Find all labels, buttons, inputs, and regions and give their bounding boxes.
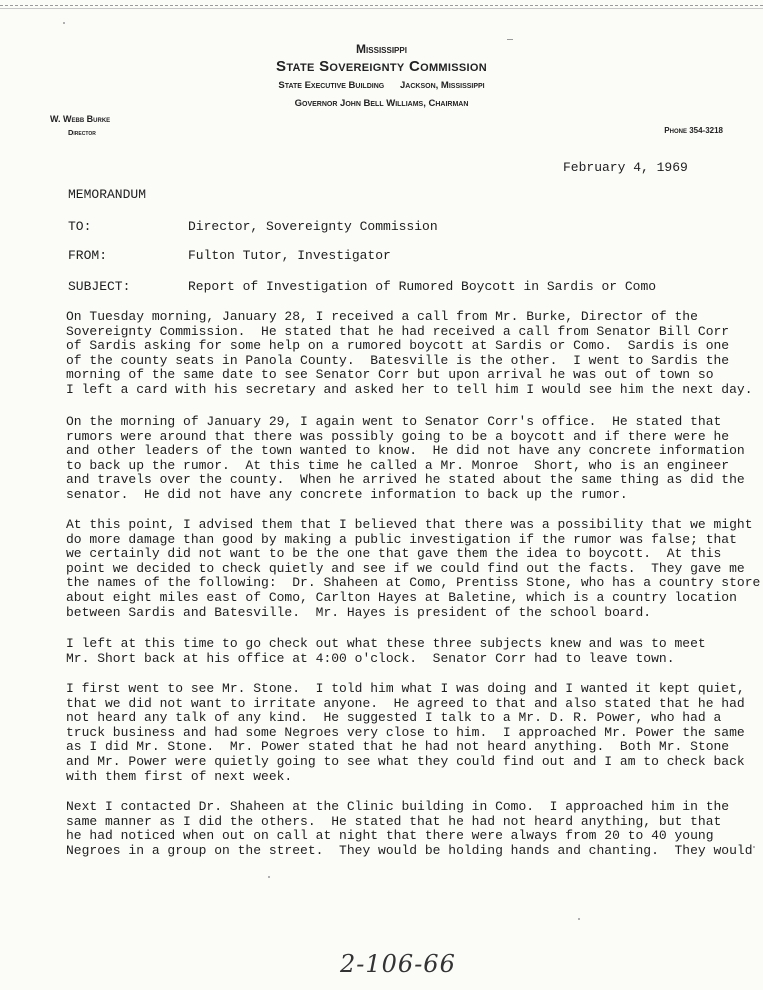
paragraph-line: Mr. Short back at his office at 4:00 o'clock. Senator Corr had to leave town. xyxy=(66,650,675,666)
paragraph-line: I first went to see Mr. Stone. I told him what I was doing and I wanted it kept quiet, xyxy=(66,681,745,696)
paragraph-line: he had noticed when out on call at night that there were always from 20 to 40 young xyxy=(66,828,714,844)
from-label: FROM: xyxy=(68,248,108,263)
paragraph-line: of the county seats in Panola County. Batesville is the other. I went to Sardis the xyxy=(66,352,730,368)
paragraph xyxy=(66,799,753,858)
paragraph-line: Next I contacted Dr. Shaheen at the Clinic building in Como. I approached him in the xyxy=(66,799,730,814)
subject-value: Report of Investigation of Rumored Boycott in Sardis or Como xyxy=(188,279,657,294)
paragraph xyxy=(66,637,746,666)
handwritten-file-number: 2-106-66 xyxy=(340,950,456,978)
paragraph-line: not heard any talk of any kind. He suggested I talk to a Mr. D. R. Power, who had a xyxy=(66,710,722,726)
paper-speck xyxy=(507,39,513,40)
paragraph-line: and travels over the county. When he arrived he stated about the same thing as did the xyxy=(66,472,745,488)
memo-heading: MEMORANDUM xyxy=(68,187,147,202)
subject-label: SUBJECT: xyxy=(68,279,131,294)
paragraph-line: point we decided to check quietly and see if we could find out the facts. They gave me xyxy=(66,560,745,576)
paragraph-line: and other leaders of the town wanted to know. He did not have any concrete information xyxy=(66,443,745,459)
director-title: Director xyxy=(68,128,96,137)
paragraph xyxy=(66,517,761,620)
paragraph-line: same manner as I did the others. He stated that he had not heard anything, but that xyxy=(66,813,722,829)
paragraph-line: to back up the rumor. At this time he called a Mr. Monroe Short, who is an engineer xyxy=(66,457,730,473)
paragraph-line: the names of the following: Dr. Shaheen at Como, Prentiss Stone, who has a country store xyxy=(66,575,761,591)
letterhead-state: Mississippi xyxy=(356,42,407,56)
paragraph-line: as I did Mr. Stone. Mr. Power stated that he had not heard anything. Both Mr. Stone xyxy=(66,739,730,755)
paragraph-line: that we did not want to irritate anyone. He agreed to that and also stated that he had xyxy=(66,695,745,711)
paragraph xyxy=(66,415,746,503)
paper-speck xyxy=(63,22,65,24)
paragraph-line: senator. He did not have any concrete information to back up the rumor. xyxy=(66,486,628,502)
memo-date: February 4, 1969 xyxy=(563,160,688,175)
paper-speck xyxy=(268,876,270,878)
paragraph-line: truck business and had some Negroes very close to him. I approached Mr. Power the same xyxy=(66,724,745,740)
paragraph-line: do more damage than good by making a public investigation if the rumor was false; that xyxy=(66,531,737,547)
paragraph-line: morning of the same date to see Senator Corr but upon arrival he was out of town so xyxy=(66,367,714,383)
paragraph-line: with them first of next week. xyxy=(66,768,293,784)
paragraph-line: At this point, I advised them that I believed that there was a possibility that we might xyxy=(66,517,753,532)
paragraph-line: between Sardis and Batesville. Mr. Hayes is president of the school board. xyxy=(66,604,652,620)
paragraph-line: rumors were around that there was possibly going to be a boycott and if there were he xyxy=(66,428,730,444)
director-name: W. Webb Burke xyxy=(50,114,111,124)
paragraph xyxy=(66,309,753,398)
letterhead-agency: State Sovereignty Commission xyxy=(276,58,487,75)
paper-speck xyxy=(753,846,755,848)
top-edge-line xyxy=(0,5,763,6)
paragraph-line: about eight miles east of Como, Carlton Hayes at Baletine, which is a country location xyxy=(66,589,737,605)
paragraph-line: Negroes in a group on the street. They would be holding hands and chanting. They would xyxy=(66,842,753,858)
from-value: Fulton Tutor, Investigator xyxy=(188,248,391,263)
top-edge-rule xyxy=(0,8,763,9)
letterhead-governor: Governor John Bell Williams, Chairman xyxy=(294,98,469,109)
paragraph-line: On Tuesday morning, January 28, I received a call from Mr. Burke, Director of the xyxy=(66,309,698,324)
phone-number: Phone 354-3218 xyxy=(664,126,723,135)
to-value: Director, Sovereignty Commission xyxy=(188,219,438,234)
paragraph-line: I left a card with his secretary and asked her to tell him I would see him the next day. xyxy=(66,381,753,397)
to-label: TO: xyxy=(68,219,92,234)
paper-speck xyxy=(578,918,580,920)
paragraph-line: of Sardis asking for some help on a rumored boycott at Sardis or Como. Sardis is one xyxy=(66,338,730,354)
paragraph-line: I left at this time to go check out what these three subjects knew and was to meet xyxy=(66,636,706,651)
paragraph-line: we certainly did not want to be the one that gave them the idea to boycott. At this xyxy=(66,546,722,562)
paragraph-line: and Mr. Power were quietly going to see what they could find out and I am to check back xyxy=(66,753,745,769)
paragraph-line: On the morning of January 29, I again went to Senator Corr's office. He stated that xyxy=(66,414,722,429)
letterhead-address: State Executive Building Jackson, Mississippi xyxy=(278,80,485,91)
paragraph-line: Sovereignty Commission. He stated that he had received a call from Senator Bill Corr xyxy=(66,323,730,339)
paragraph xyxy=(66,682,746,784)
